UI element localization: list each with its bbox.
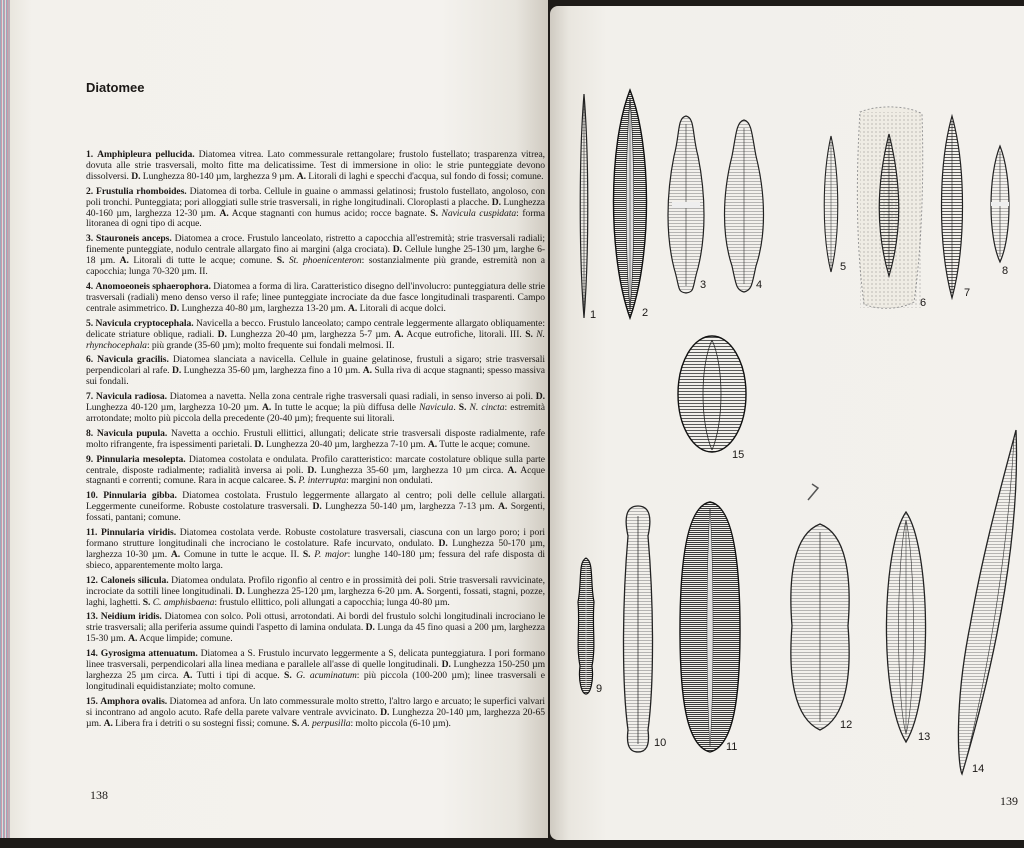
species-number: 5. — [86, 317, 94, 329]
entry-field-label: D. — [380, 706, 390, 718]
diatom-figure-5 — [824, 136, 838, 272]
entry-field-label: D. — [235, 585, 245, 597]
entry-text: Navetta a occhio. Frustuli ellittici, allungati; delicate strie trasversali disposte radialmente, rafe molto rifrangente, fra ispessimenti parietali. — [86, 427, 545, 450]
figure-label-15: 15 — [732, 449, 745, 461]
entry-field-label: D. — [491, 196, 501, 208]
figure-label-12: 12 — [840, 719, 853, 731]
figure-label-5: 5 — [840, 261, 847, 273]
species-number: 1. — [86, 149, 94, 160]
figure-label-6: 6 — [920, 297, 927, 309]
entry-text: Sorgenti, fossati, pantani; comune. — [86, 501, 545, 524]
entry-field-label: A. — [103, 717, 113, 729]
entry-field-label: S. — [430, 207, 438, 219]
entry-text: Litorali di tutte le acque; comune. — [128, 255, 277, 267]
diatom-figure-3 — [668, 116, 707, 293]
species-number: 15. — [86, 695, 98, 707]
entry-text: Acque eutrofiche, litorali. III. — [403, 328, 526, 340]
diatom-figure-10 — [624, 506, 653, 752]
species-number: 12. — [86, 574, 98, 586]
entry-field-label: S. — [458, 402, 467, 414]
species-number: 13. — [86, 611, 98, 623]
entry-field-label: A. — [427, 438, 438, 450]
diatom-figure-7 — [942, 116, 963, 298]
entry-field-label: A. — [498, 501, 508, 513]
entry-field-label: A. — [219, 207, 229, 219]
species-number: 2. — [86, 185, 94, 197]
species-name: Frustulia rhomboides. — [96, 185, 187, 197]
species-entry — [86, 282, 545, 315]
figure-label-7: 7 — [964, 287, 971, 299]
entry-field-label: A. — [348, 302, 358, 314]
entry-text: Libera fra i detriti o su sostegni fissi; comune. — [112, 717, 292, 729]
entry-text: In tutte le acque; la più diffusa delle — [271, 402, 420, 414]
diatom-figure-12 — [791, 524, 849, 730]
entry-text: Lunghezza 35-60 µm, larghezza fino a 10 µm. — [181, 365, 363, 377]
entry-text: Diatomea ad anfora. Un lato commessurale molto stretto, l'altro largo e arcuato; le superfici valvari si incontrano ad angolo acuto. Rafe della parete valvare ventrale avvicinato. — [86, 695, 545, 718]
page-number-left: 138 — [90, 788, 108, 802]
entry-text: Diatomea a navetta. Nella zona centrale righe trasversali quasi radiali, in senso inverso ai poli. — [166, 391, 536, 403]
entry-text: : forma litoranea di ogni tipo di acque. — [86, 207, 546, 230]
entry-field-label: A. — [507, 464, 517, 476]
entry-text: Lunghezza 20-40 µm, larghezza 5-7 µm. — [226, 328, 395, 340]
right-page — [550, 6, 1024, 840]
species-number: 14. — [86, 648, 98, 660]
species-name: Anomoeoneis sphaerophora. — [95, 280, 211, 292]
entry-text: Litorali di laghi e specchi d'acqua, sul fondo di fossi; comune. — [305, 170, 544, 182]
species-number: 9. — [86, 453, 94, 465]
entry-species-ref: N. cincta — [466, 402, 505, 414]
figure-label-11: 11 — [726, 741, 738, 753]
figure-label-1: 1 — [590, 309, 597, 321]
entry-text: : frustulo ellittico, poli allungati a capocchia; lunga 40-80 µm. — [214, 596, 450, 608]
entry-text: Lunghezza 150-250 µm larghezza 25 µm circa. — [86, 659, 545, 681]
left-page — [6, 0, 548, 838]
figure-label-10: 10 — [654, 737, 667, 749]
entry-text: Diatomea costolata verde. Robuste costolature trasversali, ciascuna con un largo poro; i pori formano strutture longitudinali che incrociano le costolature. Rafe incurvato, ondulato. — [86, 527, 545, 549]
entry-field-label: A. — [170, 548, 181, 560]
species-name: Pinnularia gibba. — [103, 490, 177, 502]
entry-text: Diatomea vitrea. Lato commessurale rettangolare; frustolo fustellato; trasparenza vitrea, dovuta alle strie trasversali, molto fitte ma delicatissime. Test di immersione in olio: le strie punteggiate devono dissolversi. — [86, 149, 546, 182]
entry-field-label: A. — [119, 255, 129, 267]
species-name: Gyrosigma attenuatum. — [100, 648, 198, 660]
entry-text: : più piccola (100-200 µm); linee trasversali e longitudinali equidistanziate; molto comune. — [86, 669, 545, 692]
entry-field-label: A. — [128, 633, 138, 645]
entry-text: : sostanzialmente più grande, estremità non a capocchia; lunga 70-320 µm. II. — [86, 255, 545, 278]
entry-species-ref: N. rhynchocephala — [86, 328, 546, 351]
entry-text: Sulla riva di acque stagnanti; spesso massiva sui fondali. — [86, 365, 545, 388]
entry-text: Lunga da 45 fino quasi a 200 µm, larghezza 15-30 µm. — [86, 622, 545, 645]
entry-field-label: D. — [169, 302, 180, 314]
species-entry — [86, 392, 545, 425]
species-entry — [86, 150, 545, 183]
entry-field-label: D. — [171, 365, 182, 377]
diatom-figure-9 — [578, 558, 594, 694]
entry-text: : estremità arrotondate; molto più piccola della precedente (20-40 µm); frequente sui litorali. — [86, 402, 545, 424]
entry-field-label: S. — [142, 596, 151, 608]
entry-text: Lunghezza 80-140 µm, larghezza 9 µm. — [140, 170, 297, 182]
entry-field-label: D. — [312, 501, 322, 513]
figure-label-2: 2 — [642, 307, 649, 319]
entry-text: Litorali di acque dolci. — [357, 302, 446, 314]
entry-field-label: D. — [217, 328, 227, 340]
entry-text: Lunghezza 40-120 µm, larghezza 10-20 µm. — [86, 402, 262, 414]
species-entry — [86, 429, 545, 451]
diatom-illustration-plate — [550, 6, 1024, 840]
entry-text: Sorgenti, fossati, stagni, pozze, laghi, laghetti. — [86, 585, 545, 608]
entry-text: Diatomea ondulata. Profilo rigonfio al centro e in prossimità dei poli. Strie trasversali ravvicinate, incrociate da sottili linee longitudinali. — [86, 574, 545, 597]
species-name: Navicula radiosa. — [95, 391, 167, 403]
entry-text: Lunghezza 20-40 µm, larghezza 7-10 µm. — [263, 438, 428, 450]
entry-field-label: D. — [441, 659, 451, 671]
species-entry — [86, 697, 545, 730]
diatom-figure-15 — [678, 336, 746, 452]
entry-text: Diatomea slanciata a navicella. Cellule in guaine gelatinose, frustuli a sigaro; strie trasversali perpendicolari al rafe. — [86, 354, 545, 377]
entry-field-label: S. — [284, 669, 292, 681]
species-name: Navicula gracilis. — [97, 354, 169, 366]
entry-text: Diatomea con solco. Poli ottusi, arrotondati. Ai bordi del frustulo solchi longitudinali incrociano le strie trasversali; alla periferia assume quindi l'aspetto di lamina ondulata. — [86, 611, 545, 634]
diatom-figure-1 — [580, 94, 588, 318]
entry-field-label: A. — [414, 585, 425, 597]
entry-field-label: D. — [438, 538, 448, 549]
entry-text: : margini non ondulati. — [346, 475, 433, 487]
entry-field-label: A. — [262, 402, 272, 414]
entry-text: Lunghezza 50-170 µm, larghezza 10-30 µm. — [86, 538, 546, 560]
page-number-right: 139 — [1000, 794, 1018, 808]
diatom-figure-2 — [614, 90, 647, 318]
figure-label-13: 13 — [918, 731, 931, 743]
entry-text: Lunghezza 40-160 µm, larghezza 12-30 µm. — [86, 196, 545, 219]
entry-field-label: D. — [392, 244, 402, 256]
entry-text: Acque stagnanti e correnti; comune. Rara in acque calcaree. — [86, 464, 545, 487]
species-name: Pinnularia viridis. — [101, 527, 177, 539]
species-entry — [86, 528, 545, 572]
figure-label-4: 4 — [756, 279, 763, 291]
species-name: Amphora ovalis. — [100, 695, 168, 707]
entry-field-label: A. — [296, 170, 306, 182]
species-number: 6. — [86, 354, 94, 366]
page-heading: Diatomee — [86, 80, 145, 95]
entry-field-label: D. — [131, 170, 141, 182]
entry-text: Diatomea a forma di lira. Caratteristico disegno dell'involucro: punteggiatura delle strie trasversali (radiali) meno denso verso il rafe; linee punteggiate incrociate da due fasce longitudinali trasparenti. Campo centrale asimmetrico. — [86, 280, 545, 314]
entry-text: Lunghezza 40-80 µm, larghezza 13-20 µm. — [179, 302, 349, 314]
species-name: Caloneis silicula. — [100, 574, 169, 586]
entry-species-ref: A. perpusilla — [299, 717, 351, 729]
entry-field-label: S. — [525, 328, 533, 340]
ink-mark — [808, 484, 818, 500]
entry-field-label: S. — [276, 255, 285, 267]
entry-text: : lunghe 140-180 µm; fessura del rafe disposta di sbieco, apparentemente molto larga. — [86, 548, 545, 571]
species-entry — [86, 355, 545, 388]
species-number: 10. — [86, 490, 98, 502]
entry-text: Diatomea a S. Frustulo incurvato leggermente a S, delicata punteggiatura. I pori formano linee trasversali, perpendicolari alla linea mediana e parallele all'asse di quelle longitudinali. — [86, 648, 545, 671]
entry-text: . — [453, 402, 459, 414]
species-name: Stauroneis anceps. — [96, 233, 172, 245]
figure-label-3: 3 — [700, 279, 707, 291]
entry-text: Diatomea di torba. Cellule in guaine o ammassi gelatinosi; frustolo fustellato, angoloso, con poli tronchi. Punteggiata; pori alloggiati sulle strie trasversali, in righe longitudinali. Cloroplasti a placche. — [86, 185, 546, 208]
entry-text: Acque limpide; comune. — [137, 633, 233, 645]
entry-field-label: A. — [362, 365, 372, 377]
entry-species-ref: St. phoenicenteron — [284, 255, 362, 267]
entry-text: : più grande (35-60 µm); molto frequente sui fondali melmosi. II. — [146, 339, 395, 351]
entry-text: Acque stagnanti con humus acido; rocce bagnate. — [228, 207, 431, 219]
species-entry — [86, 612, 545, 645]
diatom-figure-4 — [725, 120, 764, 292]
species-number: 8. — [86, 427, 94, 439]
diatom-figure-11 — [680, 502, 740, 752]
species-entry — [86, 234, 545, 278]
entry-field-label: S. — [302, 548, 311, 560]
figure-label-8: 8 — [1002, 265, 1009, 277]
diatom-figure-13 — [886, 512, 925, 742]
species-name: Neidium iridis. — [100, 611, 162, 623]
species-entry — [86, 455, 545, 488]
diatom-figure-14 — [958, 430, 1016, 774]
entry-field-label: S. — [288, 475, 297, 487]
species-name: Amphipleura pellucida. — [97, 149, 195, 160]
entry-species-ref: G. acuminatum — [291, 669, 357, 681]
entry-field-label: D. — [365, 622, 375, 634]
entry-species-ref: P. interrupta — [296, 475, 347, 487]
entry-species-ref: Navicula — [419, 402, 454, 414]
entry-text: Comune in tutte le acque. II. — [180, 548, 303, 560]
entry-field-label: A. — [394, 328, 404, 340]
entry-text: Diatomea costolata e ondulata. Profilo caratteristico: marcate costolature oblique sulla parte centrale, disposte radialmente; radialità inversa ai poli. — [86, 453, 545, 476]
diatom-figure-6 — [857, 107, 922, 308]
entry-text: Lunghezza 20-140 µm, larghezza 20-65 µm. — [86, 706, 545, 729]
entry-field-label: D. — [307, 464, 317, 476]
entry-text: Navicella a becco. Frustulo lanceolato; campo centrale leggermente allargato obliquamente: delicate striature oblique, radiali. — [86, 317, 545, 340]
entry-text: Diatomea a croce. Frustulo lanceolato, ristretto a capocchia all'estremità; strie trasversali radiali; finemente punteggiate, nodulo centrale allargato fino ai margini (alga crociata). — [86, 233, 545, 256]
figure-label-9: 9 — [596, 683, 603, 695]
species-entry — [86, 576, 545, 609]
entry-text: : molto piccola (6-10 µm). — [350, 717, 451, 729]
species-entry — [86, 491, 545, 524]
species-number: 3. — [86, 233, 94, 245]
entry-field-label: D. — [535, 391, 545, 403]
entry-text: Lunghezza 25-120 µm, larghezza 6-20 µm. — [244, 585, 415, 597]
species-number: 7. — [86, 391, 94, 403]
species-name: Pinnularia mesolepta. — [96, 453, 186, 465]
entry-field-label: S. — [291, 717, 300, 729]
species-name: Navicula cryptocephala. — [95, 317, 194, 329]
entry-text: Lunghezza 50-140 µm, larghezza 7-13 µm. — [321, 501, 499, 513]
species-entry — [86, 649, 545, 693]
entry-species-ref: C. amphisbaena — [150, 596, 215, 608]
entry-text: Tutti i tipi di acque. — [192, 669, 285, 681]
figure-label-14: 14 — [972, 763, 985, 775]
species-number: 11. — [86, 527, 98, 539]
entry-text: Lunghezza 35-60 µm, larghezza 10 µm circa. — [316, 464, 508, 476]
entry-text: Cellule lunghe 25-130 µm, larghe 6-18 µm. — [86, 244, 545, 267]
entry-species-ref: Navicula cuspidata — [437, 207, 517, 219]
species-entries — [86, 150, 545, 734]
entry-species-ref: P. major — [310, 548, 348, 560]
entry-text: Diatomea costolata. Frustulo leggermente allargato al centro; poli delle cellule allargati. Leggermente cuneiforme. Robuste costolature trasversali. — [86, 490, 545, 513]
entry-field-label: A. — [183, 669, 193, 681]
species-entry — [86, 319, 545, 352]
species-entry — [86, 187, 545, 231]
entry-text: Tutte le acque; comune. — [437, 438, 530, 450]
species-number: 4. — [86, 280, 94, 292]
diatom-figure-8 — [991, 146, 1009, 262]
entry-field-label: D. — [254, 438, 264, 450]
species-name: Navicula pupula. — [96, 427, 168, 439]
